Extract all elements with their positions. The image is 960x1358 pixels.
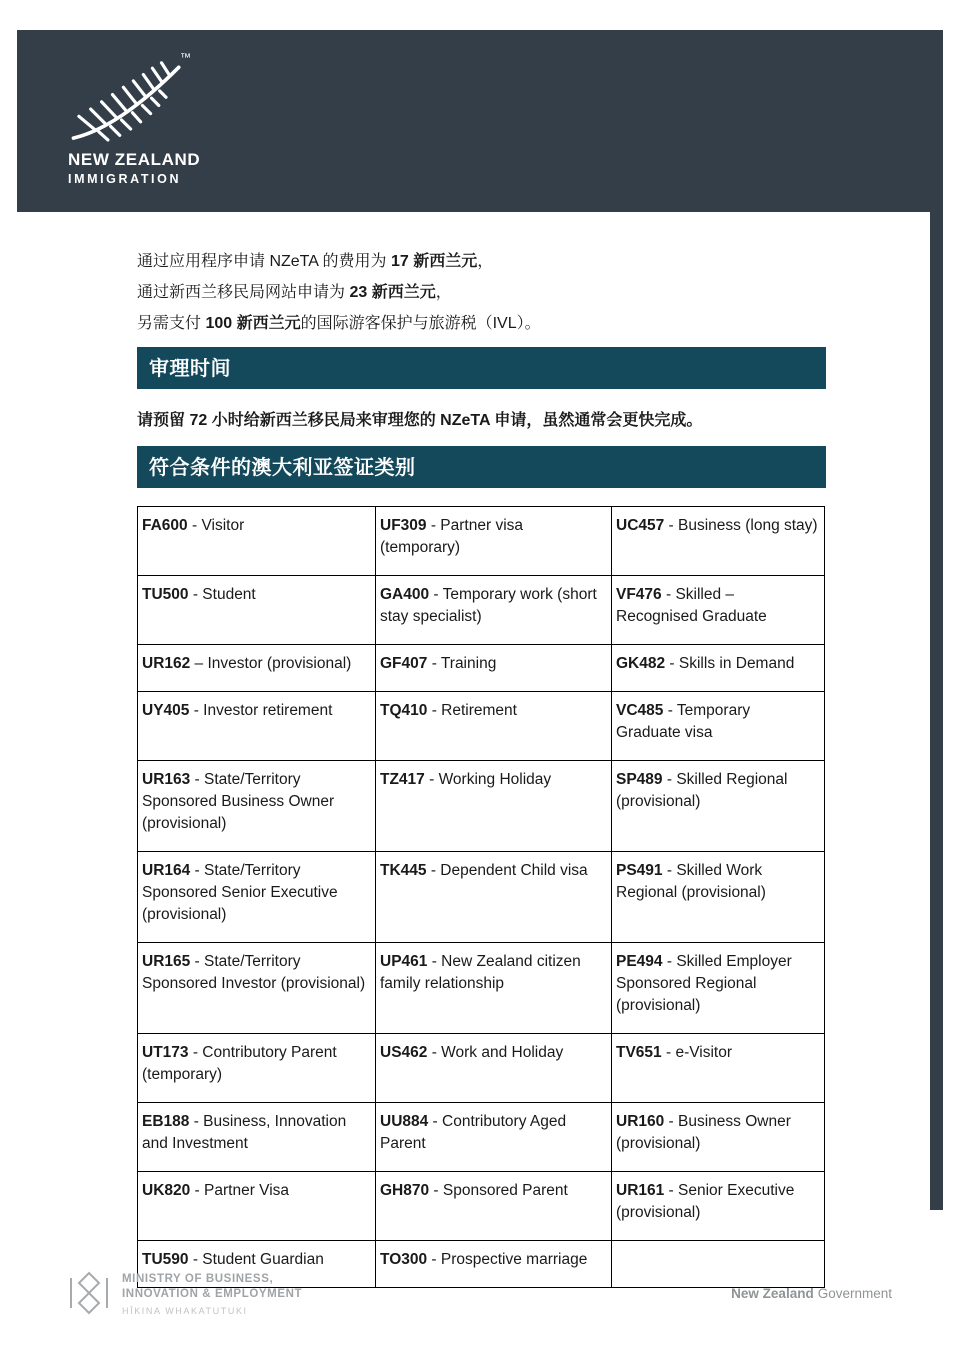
trademark-symbol: ™ <box>180 52 191 64</box>
visa-code: UP461 <box>380 953 428 970</box>
visa-cell <box>376 692 612 761</box>
ministry-maori-line: HĪKINA WHAKATUTUKI <box>122 1306 248 1316</box>
visa-label: - Student Guardian <box>188 1251 324 1268</box>
visa-label: - Temporary work (short stay specialist) <box>380 586 597 625</box>
gov-name: New Zealand <box>731 1286 814 1301</box>
visa-code: TO300 <box>380 1251 428 1268</box>
visa-cell <box>612 507 825 576</box>
brand-subname: IMMIGRATION <box>68 172 182 186</box>
gov-word: Government <box>817 1286 892 1301</box>
visa-code: GA400 <box>380 586 430 603</box>
visa-table <box>137 506 825 1288</box>
visa-label: - Business (long stay) <box>664 517 818 534</box>
visa-label: - Working Holiday <box>424 771 552 788</box>
visa-cell <box>612 576 825 645</box>
fee-text: ， <box>435 284 452 301</box>
visa-code: UR161 <box>616 1182 665 1199</box>
visa-code: UY405 <box>142 702 190 719</box>
table-row <box>138 692 825 761</box>
section-header-eligible-visas <box>137 446 826 488</box>
visa-label: - Contributory Parent (temporary) <box>142 1044 337 1083</box>
fee-text: 通过新西兰移民局网站申请为 <box>137 284 350 301</box>
visa-label: - Work and Holiday <box>427 1044 564 1061</box>
visa-code: TZ417 <box>380 771 425 788</box>
nz-government-wordmark <box>731 1286 892 1301</box>
visa-cell <box>376 943 612 1034</box>
visa-cell <box>138 507 376 576</box>
fee-line-app <box>137 246 826 277</box>
visa-code: TQ410 <box>380 702 428 719</box>
visa-label: - Skills in Demand <box>665 655 795 672</box>
section-title: 符合条件的澳大利亚签证类别 <box>149 457 416 479</box>
visa-table-body <box>138 507 825 1288</box>
ministry-wordmark <box>122 1272 302 1316</box>
ministry-line: MINISTRY OF BUSINESS, <box>122 1273 274 1285</box>
table-row <box>138 761 825 852</box>
visa-code: UR162 <box>142 655 191 672</box>
visa-label: - Dependent Child visa <box>426 862 588 879</box>
visa-code: TK445 <box>380 862 427 879</box>
visa-cell <box>376 852 612 943</box>
table-row <box>138 1103 825 1172</box>
visa-code: US462 <box>380 1044 428 1061</box>
visa-label: - Investor retirement <box>189 702 333 719</box>
visa-code: GH870 <box>380 1182 430 1199</box>
visa-code: PS491 <box>616 862 663 879</box>
visa-code: UU884 <box>380 1113 429 1130</box>
visa-label: - Business Owner (provisional) <box>616 1113 791 1152</box>
visa-cell <box>612 1172 825 1241</box>
visa-label: - Prospective marriage <box>427 1251 588 1268</box>
visa-label: - Visitor <box>187 517 245 534</box>
visa-cell <box>612 645 825 692</box>
visa-cell <box>612 761 825 852</box>
visa-cell <box>138 943 376 1034</box>
table-row <box>138 576 825 645</box>
fee-amount: 23 新西兰元 <box>349 284 436 301</box>
header-band <box>17 30 943 212</box>
visa-code: UK820 <box>142 1182 191 1199</box>
table-row <box>138 943 825 1034</box>
visa-label: - State/Territory Sponsored Senior Executive (provisional) <box>142 862 338 923</box>
visa-code: FA600 <box>142 517 188 534</box>
visa-cell <box>138 1034 376 1103</box>
visa-cell <box>138 576 376 645</box>
visa-cell <box>376 645 612 692</box>
visa-label: - Partner Visa <box>190 1182 290 1199</box>
content <box>137 246 826 1288</box>
visa-cell <box>376 761 612 852</box>
visa-code: UR165 <box>142 953 191 970</box>
brand-name: NEW ZEALAND <box>68 150 201 169</box>
visa-code: TV651 <box>616 1044 662 1061</box>
visa-cell <box>376 1034 612 1103</box>
table-row <box>138 1034 825 1103</box>
visa-code: VC485 <box>616 702 664 719</box>
visa-code: PE494 <box>616 953 663 970</box>
visa-label: - Skilled Work Regional (provisional) <box>616 862 766 901</box>
visa-label: - Student <box>188 586 256 603</box>
fee-line-ivl <box>137 308 826 339</box>
visa-cell <box>612 1034 825 1103</box>
visa-code: VF476 <box>616 586 662 603</box>
visa-cell <box>612 692 825 761</box>
section-title: 审理时间 <box>149 358 231 380</box>
visa-code: GF407 <box>380 655 428 672</box>
fee-line-website <box>137 277 826 308</box>
visa-label: - Training <box>427 655 497 672</box>
visa-code: GK482 <box>616 655 666 672</box>
table-row <box>138 852 825 943</box>
visa-code: TU590 <box>142 1251 189 1268</box>
visa-label: - Temporary Graduate visa <box>616 702 751 741</box>
visa-cell <box>138 1103 376 1172</box>
fern-icon <box>68 58 186 142</box>
visa-label: - Business, Innovation and Investment <box>142 1113 347 1152</box>
visa-label: - Senior Executive (provisional) <box>616 1182 795 1221</box>
fee-text: 另需支付 <box>137 315 206 332</box>
visa-code: SP489 <box>616 771 663 788</box>
visa-cell <box>138 852 376 943</box>
visa-code: UR163 <box>142 771 191 788</box>
visa-label: - State/Territory Sponsored Business Owner (provisional) <box>142 771 335 832</box>
section-header-processing-time <box>137 347 826 389</box>
fee-text: 的国际游客保护与旅游税（IVL）。 <box>300 315 541 332</box>
fee-amount: 100 新西兰元 <box>205 315 301 332</box>
visa-cell <box>612 852 825 943</box>
visa-cell <box>138 1172 376 1241</box>
visa-code: UR164 <box>142 862 191 879</box>
nz-immigration-logo <box>68 48 268 198</box>
visa-label: - Retirement <box>427 702 517 719</box>
table-row <box>138 645 825 692</box>
visa-cell <box>612 943 825 1034</box>
visa-label: - Skilled Employer Sponsored Regional (provisional) <box>616 953 792 1014</box>
visa-label: - Skilled Regional (provisional) <box>616 771 788 810</box>
visa-code: UR160 <box>616 1113 665 1130</box>
visa-cell <box>138 761 376 852</box>
visa-code: UC457 <box>616 517 665 534</box>
visa-label: - e-Visitor <box>661 1044 733 1061</box>
ministry-line: INNOVATION & EMPLOYMENT <box>122 1288 303 1300</box>
visa-cell <box>376 1172 612 1241</box>
visa-cell <box>612 1103 825 1172</box>
visa-label: - Contributory Aged Parent <box>380 1113 567 1152</box>
visa-code: UT173 <box>142 1044 189 1061</box>
visa-label: – Investor (provisional) <box>190 655 352 672</box>
visa-cell <box>138 692 376 761</box>
right-stripe <box>930 30 943 1210</box>
visa-cell <box>376 576 612 645</box>
visa-cell <box>376 1103 612 1172</box>
fee-amount: 17 新西兰元 <box>390 253 478 270</box>
visa-code: EB188 <box>142 1113 190 1130</box>
visa-cell <box>376 507 612 576</box>
visa-code: TU500 <box>142 586 189 603</box>
visa-label: - Sponsored Parent <box>429 1182 568 1199</box>
table-row <box>138 507 825 576</box>
visa-label: - New Zealand citizen family relationship <box>380 953 581 992</box>
fee-text: ， <box>477 253 494 270</box>
processing-note: 请预留 72 小时给新西兰移民局来审理您的 NZeTA 申请，虽然通常会更快完成。 <box>137 412 703 429</box>
mbie-crest-icon <box>68 1270 110 1316</box>
visa-label: - Skilled – Recognised Graduate <box>616 586 767 625</box>
visa-label: - Partner visa (temporary) <box>380 517 524 556</box>
footer <box>0 1262 960 1332</box>
fee-text: 通过应用程序申请 NZeTA 的费用为 <box>137 253 391 270</box>
visa-label: - State/Territory Sponsored Investor (provisional) <box>142 953 366 992</box>
visa-cell <box>138 645 376 692</box>
table-row <box>138 1172 825 1241</box>
visa-code: UF309 <box>380 517 427 534</box>
